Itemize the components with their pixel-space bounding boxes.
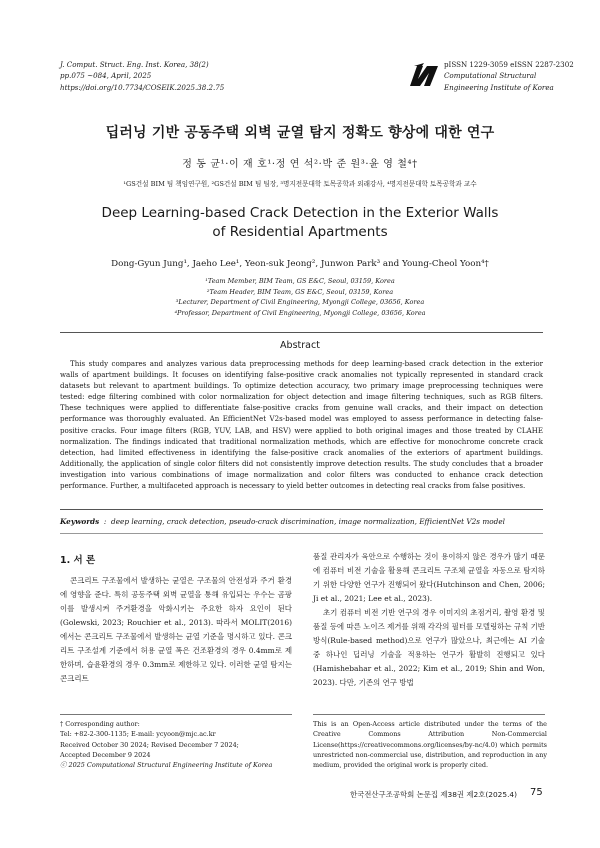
copyright-notice: ⓒ 2025 Computational Structural Engineering Institute of Korea bbox=[60, 761, 273, 770]
english-authors: Dong-Gyun Jung¹, Jaeho Lee¹, Yeon-suk Jeong², Junwon Park³ and Young-Cheol Yoon⁴† bbox=[111, 259, 489, 269]
abstract-bottom-rule bbox=[60, 509, 543, 510]
doi-link[interactable]: https://doi.org/10.7734/COSEIK.2025.38.2.75 bbox=[60, 82, 225, 92]
journal-line-1: J. Comput. Struct. Eng. Inst. Korea, 38(2) bbox=[60, 60, 209, 69]
korean-title: 딥러닝 기반 공동주택 외벽 균열 탐지 정확도 향상에 대한 연구 bbox=[105, 125, 495, 141]
abstract-heading: Abstract bbox=[280, 340, 320, 351]
received-dates: Received October 30 2024; Revised December 7 2024; bbox=[60, 740, 239, 749]
affiliation-1: ¹Team Member, BIM Team, GS E&C, Seoul, 03159, Korea bbox=[205, 277, 395, 285]
intro-paragraph-1: 품질 관리자가 육안으로 수행하는 것이 용이하지 않은 경우가 많기 때문에 컴퓨터 비전 기술을 활용해 콘크리트 구조체 균열을 자동으로 탐지하기 위한 다양한 연구가 진행되어 왔다(Hutchinson and Chen, 2006; Ji et al., 2021; Lee et al., 2023). bbox=[313, 552, 545, 604]
society-name-1: Computational Structural bbox=[444, 71, 537, 81]
english-affiliations bbox=[0, 276, 600, 318]
society-name-2: Engineering Institute of Korea bbox=[444, 82, 554, 92]
license-footnote: This is an Open-Access article distributed under the terms of the Creative Commons Attribution Non-Commercial License(https://creativecommons.org/licenses/by-nc/4.0) which permits unrestricted non-commercial use, distribution, and reproduction in any medium, provided the original work is properly cited. bbox=[313, 720, 547, 770]
footnote-rule-left bbox=[60, 714, 292, 715]
journal-citation bbox=[60, 59, 224, 93]
page-number: 75 bbox=[530, 787, 543, 798]
society-logo bbox=[408, 62, 440, 88]
journal-footer: 한국전산구조공학회 논문집 제38권 제2호(2025.4) bbox=[350, 790, 518, 799]
contact-info: Tel: +82-2-300-1135; E-mail: ycyoon@mjc.ac.kr bbox=[60, 730, 216, 739]
abstract-text: This study compares and analyzes various data preprocessing methods for deep learning-based crack detection in the exterior walls of apartment buildings. It focuses on identifying false-positive crack anomalies not typically represented in standard crack datasets but relevant to apartment buildings. To optimize detection accuracy, two primary image preprocessing techniques were tested: edge filtering combined with color normalization for object detection and image filtering techniques, such as RGB filters. These techniques were applied to differentiate false-positive cracks from genuine wall cracks, and their impact on detection performance was thoroughly evaluated. An EfficientNet V2s-based model was employed to assess performance in detecting false-positive cracks. Four image filters (RGB, YUV, LAB, and HSV) were applied to both original images and those treated by CLAHE normalization. The findings indicated that traditional normalization methods, which are effective for monochrome concrete crack detection, had limited effectiveness in identifying the false-positive crack anomalies of the exteriors of apartment buildings. Additionally, the application of single color filters did not consistently improve detection results. The study concludes that a broader investigation into various combinations of image normalization and color filters was conducted to enhance crack detection performance. Further, a multifaceted approach is necessary to yield better outcomes in detecting real cracks from false positives. bbox=[60, 359, 543, 491]
accepted-date: Accepted December 9 2024 bbox=[60, 750, 151, 759]
issn-line: pISSN 1229-3059 eISSN 2287-2302 bbox=[444, 60, 574, 69]
keywords-text: deep learning, crack detection, pseudo-crack discrimination, image normalization, EfficientNet V2s model bbox=[111, 517, 506, 526]
korean-affiliations: ¹GS건설 BIM 팀 책임연구원, ²GS건설 BIM 팀 팀장, ³명지전문대학 토목공학과 외래강사, ⁴명지전문대학 토목공학과 교수 bbox=[123, 180, 477, 188]
issn-block bbox=[444, 59, 574, 93]
correspondence-footnote bbox=[60, 719, 295, 770]
korean-authors: 정 동 균¹·이 재 호¹·정 연 석²·박 준 원³·윤 영 철⁴† bbox=[182, 159, 418, 170]
corresponding-author-label: † Corresponding author: bbox=[60, 720, 140, 728]
intro-left-column: 콘크리트 구조물에서 발생하는 균열은 구조물의 안전성과 주거 환경에 영향을 준다. 특히 공동주택 외벽 균열을 통해 유입되는 우수는 곰팡이를 발생시켜 주거환경을 악화시키는 주요한 하자 요인이 된다(Golewski, 2023; Rouchier et al., 2013). 따라서 MOLIT(2016)에서는 콘크리트 구조물에서 발생하는 균열 기준을 명시하고 있다. 콘크리트 구조설계 기준에서 허용 균열 폭은 건조환경의 경우 0.4mm로 제한하며, 습윤환경의 경우 0.3mm로 제한하고 있다. 이러한 균열 탐지는 콘크리트 bbox=[60, 576, 292, 684]
journal-line-2: pp.075 ~084, April, 2025 bbox=[60, 71, 152, 81]
keywords-label: Keywords bbox=[60, 517, 100, 526]
section-heading: 1. 서 론 bbox=[60, 555, 96, 566]
abstract-top-rule bbox=[60, 332, 543, 333]
intro-paragraph-2: 초기 컴퓨터 비전 기반 연구의 경우 이미지의 초점거리, 촬영 환경 및 품질 등에 따른 노이즈 제거를 위해 각각의 필터를 모델링하는 규칙 기반 방식(Rule-based method)으로 연구가 많았으나, 최근에는 AI 기술 중 하나인 딥러닝 기술을 적용하는 연구가 활발히 진행되고 있다(Hamishebahar et al., 2022; Kim et al., 2019; Shin and Won, 2023). 다만, 기존의 연구 방법 bbox=[313, 608, 545, 688]
affiliation-3: ³Lecturer, Department of Civil Engineering, Myongji College, 03656, Korea bbox=[175, 298, 425, 307]
keywords-rule bbox=[60, 533, 543, 534]
keywords-line: Keywords : deep learning, crack detection, pseudo-crack discrimination, image normalization, EfficientNet V2s model bbox=[60, 517, 506, 526]
footnote-rule-right bbox=[313, 714, 545, 715]
intro-right-column bbox=[313, 550, 545, 690]
english-title-line-1: Deep Learning-based Crack Detection in the Exterior Walls bbox=[101, 205, 499, 221]
english-title-line-2: of Residential Apartments bbox=[212, 224, 388, 240]
english-title bbox=[0, 204, 600, 242]
affiliation-4: ⁴Professor, Department of Civil Engineering, Myongji College, 03656, Korea bbox=[174, 308, 426, 317]
affiliation-2: ²Team Header, BIM Team, GS E&C, Seoul, 03159, Korea bbox=[206, 287, 394, 296]
